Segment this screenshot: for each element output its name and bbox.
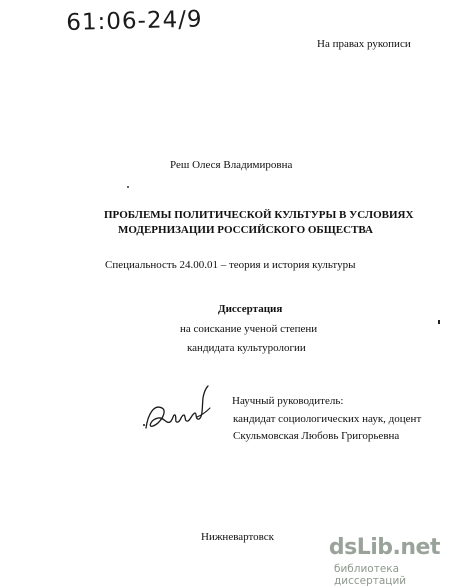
supervisor-label: Научный руководитель: bbox=[232, 395, 344, 407]
supervisor-name: Скульмовская Любовь Григорьевна bbox=[233, 430, 400, 442]
dissertation-label: Диссертация bbox=[218, 303, 283, 315]
author-name: Реш Олеся Владимировна bbox=[170, 159, 293, 171]
handwritten-archive-code: 61:06-24/9 bbox=[66, 6, 203, 36]
handwritten-signature-icon bbox=[140, 384, 226, 442]
watermark-subtitle: библиотека диссертаций bbox=[334, 563, 407, 587]
title-line-2: МОДЕРНИЗАЦИИ РОССИЙСКОГО ОБЩЕСТВА bbox=[118, 224, 373, 236]
rights-note: На правах рукописи bbox=[317, 38, 411, 50]
supervisor-title: кандидат социологических наук, доцент bbox=[233, 413, 422, 425]
title-line-1: ПРОБЛЕМЫ ПОЛИТИЧЕСКОЙ КУЛЬТУРЫ В УСЛОВИЯХ bbox=[104, 209, 414, 221]
city: Нижневартовск bbox=[201, 531, 275, 543]
scan-mark bbox=[438, 320, 440, 324]
scan-speckle bbox=[127, 186, 129, 188]
watermark-logo-text: dsLib.net bbox=[328, 535, 440, 560]
degree-line-2: кандидата культурологии bbox=[187, 342, 306, 354]
dslib-watermark bbox=[328, 533, 446, 587]
specialty: Специальность 24.00.01 – теория и история культуры bbox=[105, 259, 356, 271]
degree-line-1: на соискание ученой степени bbox=[180, 323, 318, 335]
